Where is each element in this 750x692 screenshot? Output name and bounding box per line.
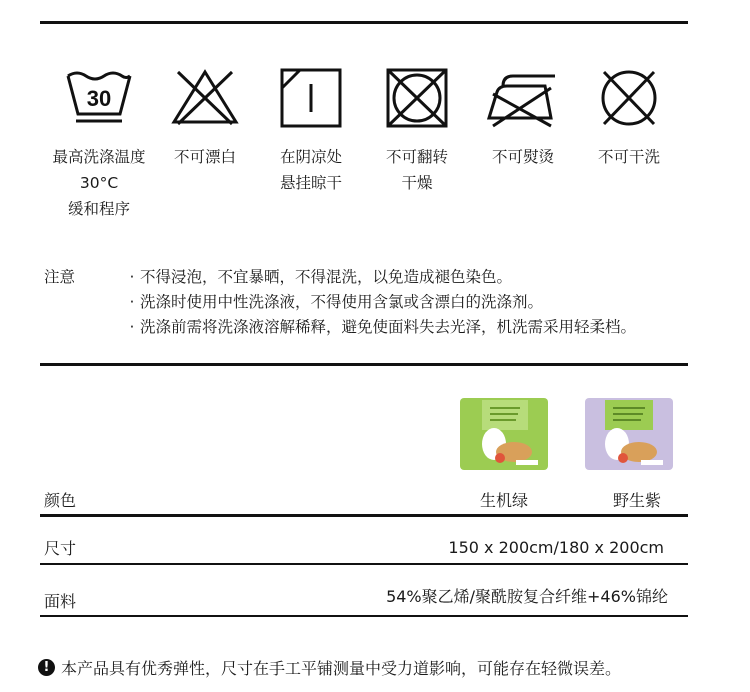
care-label-no-dry-clean: 不可干洗 xyxy=(597,148,660,166)
notes-bottom-rule xyxy=(40,363,688,366)
care-symbols-row xyxy=(44,66,686,236)
wash-temp-text: 30 xyxy=(86,86,112,111)
care-label-line-dry: 在阴凉处 悬挂晾干 xyxy=(279,148,342,192)
footer-note xyxy=(38,656,621,679)
fabric-value: 54%聚乙烯/聚酰胺复合纤维+46%锦纶 xyxy=(386,587,668,606)
care-item-no-dry-clean xyxy=(574,66,684,170)
note-item: · 不得浸泡，不宜暴晒，不得混洗，以免造成褪色染色。 xyxy=(124,265,636,290)
care-item-no-iron xyxy=(468,66,578,170)
no-dry-clean-icon xyxy=(594,66,664,128)
size-row-rule xyxy=(40,563,688,565)
top-rule xyxy=(40,21,688,24)
wash-30-icon xyxy=(64,66,134,128)
care-item-no-tumble-dry xyxy=(362,66,472,196)
care-item-line-dry xyxy=(256,66,366,196)
footer-text: 本产品具有优秀弹性，尺寸在手工平铺测量中受力道影响，可能存在轻微误差。 xyxy=(61,659,622,678)
care-label-no-tumble-dry: 不可翻转 干燥 xyxy=(385,148,448,192)
color-label: 颜色 xyxy=(44,491,77,510)
size-value: 150 x 200cm/180 x 200cm xyxy=(448,538,664,557)
color-option-purple[interactable]: 野生紫 xyxy=(612,491,661,510)
note-item: · 洗涤前需将洗涤液溶解稀释，避免使面料失去光泽，机洗需采用轻柔档。 xyxy=(124,315,636,340)
notes-list xyxy=(124,265,636,340)
notes-title: 注意 xyxy=(44,268,76,286)
note-item: · 洗涤时使用中性洗涤液，不得使用含氯或含漂白的洗涤剂。 xyxy=(124,290,636,315)
line-dry-shade-icon xyxy=(276,66,346,128)
no-iron-icon xyxy=(485,66,561,128)
swatch-purple[interactable] xyxy=(585,398,673,470)
no-bleach-icon xyxy=(170,66,240,128)
fabric-row-rule xyxy=(40,615,688,617)
color-row-rule xyxy=(40,514,688,517)
care-label-no-iron: 不可熨烫 xyxy=(491,148,554,166)
size-label: 尺寸 xyxy=(44,539,77,558)
swatch-green[interactable] xyxy=(460,398,548,470)
exclamation-circle-icon: ! xyxy=(38,659,55,676)
fabric-label: 面料 xyxy=(44,592,77,611)
care-label-wash: 最高洗涤温度 30°C 缓和程序 xyxy=(52,148,146,218)
color-option-green[interactable]: 生机绿 xyxy=(479,491,528,510)
care-item-no-bleach xyxy=(150,66,260,170)
no-tumble-dry-icon xyxy=(382,66,452,128)
care-label-no-bleach: 不可漂白 xyxy=(173,148,236,166)
care-item-wash-30 xyxy=(44,66,154,222)
